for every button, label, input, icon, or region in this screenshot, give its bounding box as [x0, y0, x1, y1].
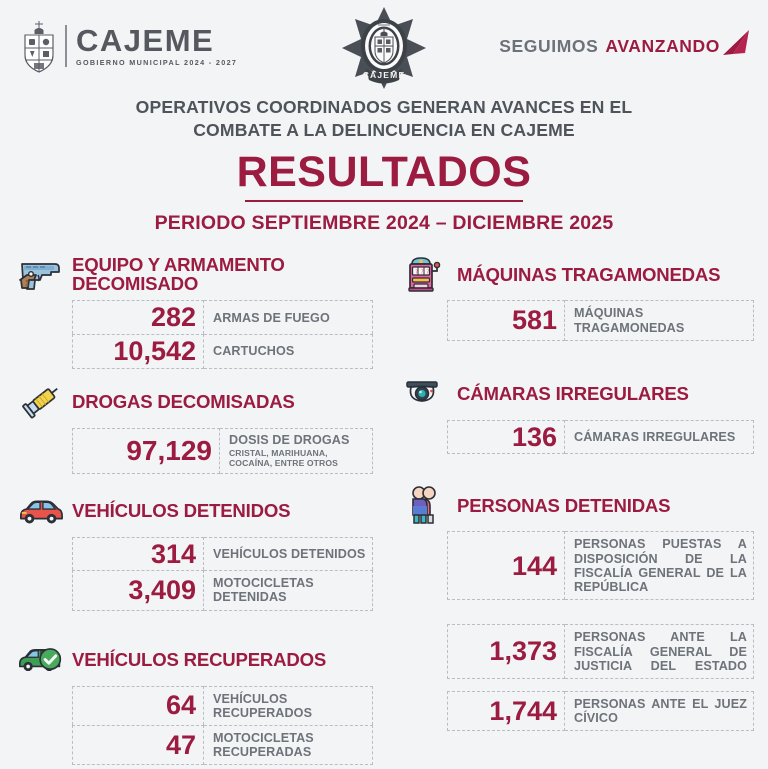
section-title	[72, 501, 290, 521]
pistol-icon	[18, 253, 64, 295]
stat-value: 314	[72, 537, 204, 571]
stat-label: VEHÍCULOS DETENIDOS	[213, 546, 366, 561]
section-title-line-1: VEHÍCULOS RECUPERADOS	[72, 648, 327, 670]
stat-row	[447, 624, 754, 679]
stat-row	[72, 300, 373, 334]
stat-label-cell	[565, 691, 754, 731]
svg-text:7: 7	[420, 269, 424, 276]
stats-table	[72, 686, 373, 766]
section-equipo-armamento	[10, 253, 385, 368]
stat-row	[447, 420, 754, 455]
stat-row	[447, 691, 754, 731]
stat-label-cell	[565, 624, 754, 679]
section-title	[457, 384, 689, 404]
stat-row	[72, 334, 373, 369]
stat-label: PERSONAS ANTE EL JUEZ CÍVICO	[574, 697, 747, 726]
section-title	[72, 392, 295, 412]
stats-table	[447, 691, 754, 731]
stat-row	[72, 570, 373, 610]
seguimos-avanzando-logo	[499, 27, 750, 66]
section-header	[10, 253, 385, 295]
stat-label-cell	[565, 531, 754, 600]
stat-row	[72, 725, 373, 765]
stat-value: 10,542	[72, 334, 204, 369]
section-title	[457, 265, 720, 285]
section-drogas-decomisadas	[10, 381, 385, 474]
stat-label-cell	[204, 300, 373, 334]
stat-value: 64	[72, 686, 204, 725]
stats-table	[72, 428, 373, 474]
stats-table	[447, 624, 754, 679]
period-subtitle: PERIODO SEPTIEMBRE 2024 – DICIEMBRE 2025	[154, 212, 614, 235]
stat-label-cell	[220, 428, 373, 474]
badge-text: CAJEME	[362, 70, 406, 80]
cajeme-wordmark	[76, 25, 237, 66]
stat-value: 97,129	[72, 428, 220, 474]
cajeme-government-logo	[22, 18, 237, 74]
slot-machine-icon	[403, 253, 449, 295]
section-header	[10, 490, 385, 532]
stats-table	[72, 537, 373, 611]
stat-label-cell	[565, 300, 754, 340]
stat-label: ARMAS DE FUEGO	[213, 310, 330, 325]
stats-table	[447, 300, 754, 340]
section-header	[395, 484, 760, 526]
stat-label: VEHÍCULOS RECUPERADOS	[213, 691, 313, 720]
stat-label: MOTOCICLETAS RECUPERADAS	[213, 730, 314, 760]
section-title	[72, 255, 285, 294]
stat-label: PERSONAS ANTE LA FISCALÍA GENERAL DE JUSTICIA DEL ESTADO	[574, 630, 747, 673]
stat-row	[72, 686, 373, 725]
police-badge-icon	[341, 6, 427, 90]
two-people-icon	[403, 484, 449, 526]
section-title	[457, 496, 670, 516]
section-title-line-1: CÁMARAS IRREGULARES	[457, 383, 689, 405]
stat-value: 282	[72, 300, 204, 334]
section-vehiculos-recuperados	[10, 639, 385, 766]
right-column	[385, 253, 760, 769]
page-title: RESULTADOS	[236, 148, 532, 197]
stat-value: 581	[447, 300, 565, 340]
stat-label-cell	[565, 420, 754, 455]
stat-value: 1,744	[447, 691, 565, 731]
stat-value: 47	[72, 725, 204, 765]
red-car-icon	[18, 490, 64, 532]
stat-sublabel: CRISTAL, MARIHUANA, COCAÍNA, ENTRE OTROS	[229, 447, 338, 469]
section-personas-fiscalia-estado	[395, 624, 760, 679]
headline-line-1: OPERATIVOS COORDINADOS GENERAN AVANCES EN EL	[135, 97, 633, 117]
section-header	[395, 373, 760, 415]
stats-table	[72, 300, 373, 368]
stat-label-cell	[204, 334, 373, 369]
section-title-line-1: MÁQUINAS TRAGAMONEDAS	[457, 263, 721, 285]
stat-label-cell	[204, 537, 373, 571]
title-block	[0, 96, 768, 235]
section-title	[72, 650, 326, 670]
logo-divider	[65, 25, 67, 67]
section-header	[10, 639, 385, 681]
swoosh-icon	[716, 27, 750, 66]
section-vehiculos-detenidos	[10, 490, 385, 611]
stat-label: MÁQUINAS TRAGAMONEDAS	[574, 306, 685, 335]
stat-value: 1,373	[447, 624, 565, 679]
section-title-line-1: EQUIPO Y ARMAMENTO	[72, 253, 285, 275]
section-personas-juez-civico	[395, 691, 760, 731]
section-title-line-1: DROGAS DECOMISADAS	[72, 390, 295, 412]
stat-label-cell	[204, 570, 373, 610]
section-camaras-irregulares	[395, 373, 760, 455]
stats-table	[447, 420, 754, 455]
stats-table	[447, 531, 754, 600]
stat-label-cell	[204, 686, 373, 725]
stat-value: 3,409	[72, 570, 204, 610]
stat-label-cell	[204, 725, 373, 765]
cajeme-shield-icon	[22, 18, 56, 74]
slogan-word-seguimos: SEGUIMOS	[499, 35, 599, 56]
stat-value: 136	[447, 420, 565, 455]
section-maquinas-tragamonedas	[395, 253, 760, 340]
stat-row	[72, 428, 373, 474]
section-title-line-1: VEHÍCULOS DETENIDOS	[72, 499, 291, 521]
header	[0, 0, 768, 92]
section-title-line-2: DECOMISADO	[72, 273, 199, 295]
stats-grid	[0, 253, 768, 769]
svg-text:7: 7	[415, 269, 418, 276]
section-header	[10, 381, 385, 423]
syringe-icon	[18, 381, 64, 423]
headline-line-2: COMBATE A LA DELINCUENCIA EN CAJEME	[193, 120, 575, 141]
cajeme-name: CAJEME	[76, 23, 215, 59]
stat-row	[447, 531, 754, 600]
stat-value: 144	[447, 531, 565, 600]
stat-label: CARTUCHOS	[213, 344, 295, 359]
stat-label: PERSONAS PUESTAS A DISPOSICIÓN DE LA FISCALÍA GENERAL DE LA REPÚBLICA	[574, 537, 747, 595]
left-column	[10, 253, 385, 769]
stat-row	[447, 300, 754, 340]
stat-label: MOTOCICLETAS DETENIDAS	[213, 576, 314, 605]
stat-label: CÁMARAS IRREGULARES	[574, 430, 736, 445]
title-underline	[245, 200, 523, 202]
section-title-line-1: PERSONAS DETENIDAS	[457, 494, 671, 516]
cajeme-subtitle: GOBIERNO MUNICIPAL 2024 - 2027	[76, 58, 238, 68]
stat-row	[72, 537, 373, 571]
section-personas-detenidas	[395, 484, 760, 600]
security-camera-icon	[403, 373, 449, 415]
stat-label: DOSIS DE DROGAS	[229, 432, 350, 447]
svg-text:7: 7	[426, 269, 430, 276]
slogan-word-avanzando: AVANZANDO	[605, 35, 720, 56]
green-car-check-icon	[18, 639, 64, 681]
section-header	[395, 253, 760, 295]
